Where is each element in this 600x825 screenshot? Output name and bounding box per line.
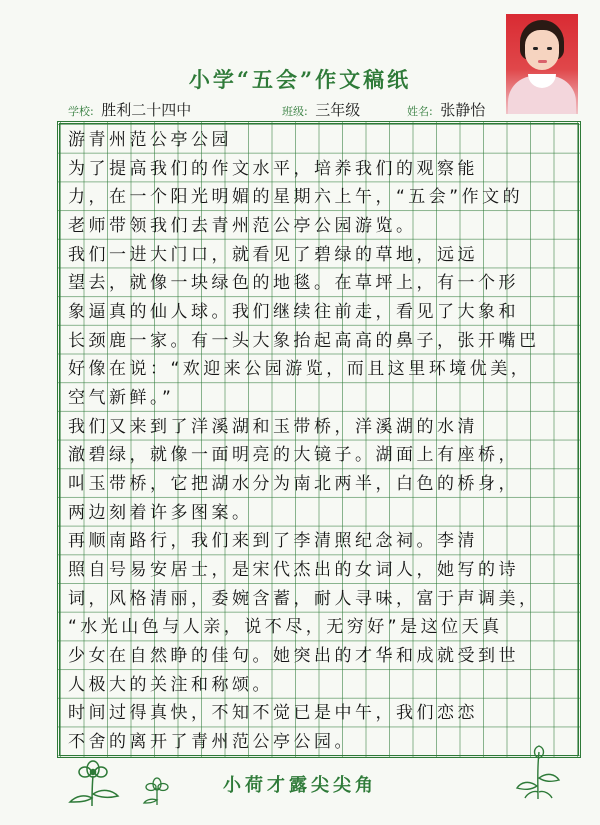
essay-line: 时间过得真快，不知不觉已是中午，我们恋恋	[68, 703, 478, 723]
essay-line: 少女在自然睁的佳句。她突出的才华和成就受到世	[68, 646, 519, 666]
essay-line: 我们又来到了洋溪湖和玉带桥，洋溪湖的水清	[68, 417, 478, 437]
essay-title: 游青州范公亭公园	[68, 130, 232, 150]
essay-line: 老师带领我们去青州范公亭公园游览。	[68, 216, 417, 236]
name-field	[407, 99, 485, 120]
essay-line: 望去，就像一块绿色的地毯。在草坪上，有一个形	[68, 273, 519, 293]
essay-line: 照自号易安居士，是宋代杰出的女词人，她写的诗	[68, 560, 519, 580]
essay-line: 长颈鹿一家。有一头大象抬起高高的鼻子，张开嘴巴	[68, 331, 540, 351]
footer-caption: 小荷才露尖尖角	[223, 775, 377, 796]
essay-line: 力，在一个阳光明媚的星期六上午，“五会”作文的	[68, 187, 524, 207]
essay-line: “水光山色与人亲，说不尽，无穷好”是这位天真	[68, 617, 503, 637]
class-value: 三年级	[315, 101, 361, 119]
essay-line: 词，风格清丽，委婉含蓄，耐人寻味，富于声调美，	[68, 589, 540, 609]
essay-line: 澈碧绿，就像一面明亮的大镜子。湖面上有座桥，	[68, 445, 519, 465]
essay-line: 不舍的离开了青州范公亭公园。	[68, 732, 355, 752]
name-value: 张静怡	[440, 101, 486, 119]
name-label: 姓名:	[407, 105, 433, 118]
class-label: 班级:	[282, 105, 308, 118]
school-value: 胜利二十四中	[101, 101, 192, 119]
essay-line: 再顺南路行，我们来到了李清照纪念祠。李清	[68, 531, 478, 551]
essay-line: 象逼真的仙人球。我们继续往前走，看见了大象和	[68, 302, 519, 322]
class-field	[282, 99, 360, 120]
school-field	[68, 99, 191, 120]
essay-line: 两边刻着许多图案。	[68, 503, 253, 523]
writing-grid	[57, 121, 581, 758]
page-title: 小学“五会”作文稿纸	[188, 67, 412, 92]
essay-line: 人极大的关注和称颂。	[68, 675, 273, 695]
essay-line: 好像在说：“欢迎来公园游览，而且这里环境优美，	[68, 359, 532, 379]
essay-line: 为了提高我们的作文水平，培养我们的观察能	[68, 159, 478, 179]
essay-line: 空气新鲜。”	[68, 388, 175, 408]
essay-line: 我们一进大门口，就看见了碧绿的草地，远远	[68, 245, 478, 265]
essay-line: 叫玉带桥，它把湖水分为南北两半，白色的桥身，	[68, 474, 519, 494]
school-label: 学校:	[68, 105, 94, 118]
